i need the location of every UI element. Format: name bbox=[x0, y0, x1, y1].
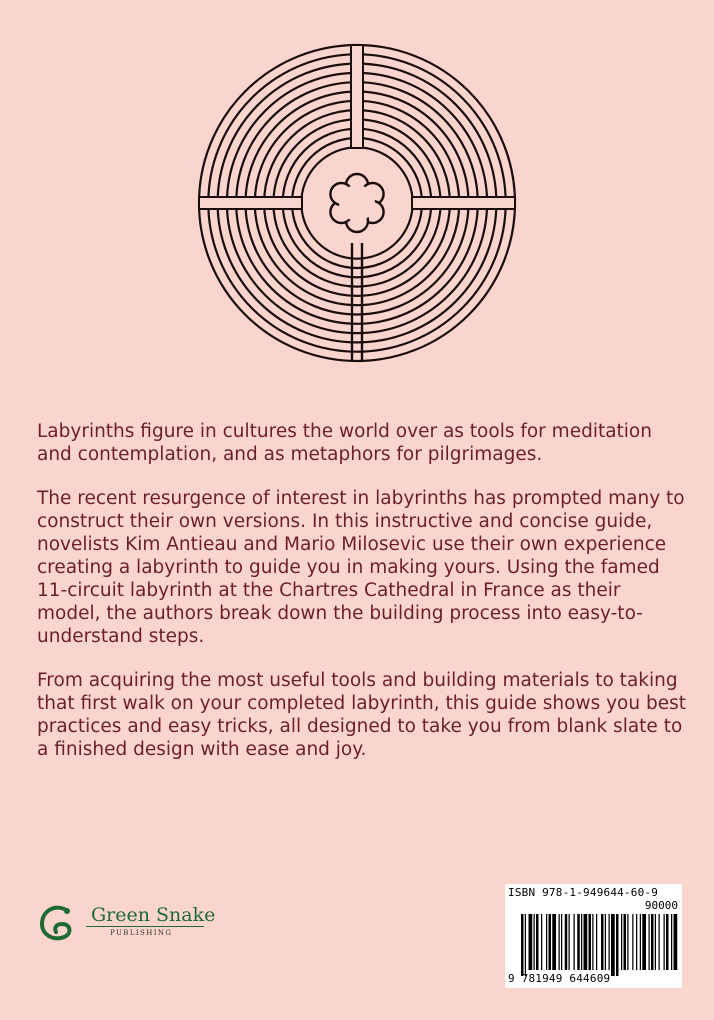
barcode-bar bbox=[664, 914, 665, 970]
barcode-bar bbox=[525, 914, 526, 976]
barcode-bar bbox=[546, 914, 547, 970]
barcode-bar bbox=[561, 914, 562, 970]
barcode-bar bbox=[649, 914, 650, 970]
barcode-bar bbox=[616, 914, 619, 976]
barcode-bar bbox=[655, 914, 656, 970]
rosette-center bbox=[339, 185, 375, 221]
labyrinth-turn bbox=[199, 197, 302, 209]
barcode-bar bbox=[584, 914, 588, 970]
labyrinth-turn bbox=[351, 45, 363, 148]
barcode-bar bbox=[636, 914, 637, 970]
barcode-bar bbox=[541, 914, 542, 970]
barcode-bar bbox=[596, 914, 597, 970]
barcode-bar bbox=[632, 914, 633, 970]
barcode-bar bbox=[565, 914, 568, 970]
publisher-name: Green Snake bbox=[91, 904, 216, 926]
description-paragraph-3: From acquiring the most useful tools and building materials to taking that first walk on your completed labyrinth, this guide shows you best practices and easy tricks, all designed to take you from blank slate to a finished design with ease and joy. bbox=[37, 670, 686, 760]
barcode-bar bbox=[671, 914, 672, 970]
green-snake-logo-icon bbox=[36, 900, 80, 944]
publisher-rule bbox=[86, 926, 204, 927]
labyrinth-center-rosette bbox=[330, 174, 383, 232]
barcode-bar bbox=[569, 914, 570, 970]
barcode-bar bbox=[666, 914, 669, 970]
barcode-bar bbox=[581, 914, 582, 970]
isbn-barcode bbox=[505, 884, 682, 988]
barcode-bar bbox=[536, 914, 539, 970]
description-paragraph-2: The recent resurgence of interest in labyrinths has prompted many to construct their own versions. In this instructive and concise guide, novelists Kim Antieau and Mario Milosevic use their own experience creating a labyrinth to guide you in making yours. Using the famed 11-circuit labyrinth at the Chartres Cathedral in France as their model, the authors break down the building process into easy-to-understand steps. bbox=[37, 488, 685, 647]
labyrinth-turn bbox=[412, 197, 515, 209]
barcode-bar bbox=[674, 914, 678, 970]
barcode-bar bbox=[624, 914, 627, 970]
barcode-bar bbox=[640, 914, 641, 970]
barcode-bar bbox=[549, 914, 552, 970]
back-cover-description bbox=[37, 420, 687, 782]
ean-digits: 9 781949 644609 bbox=[508, 972, 611, 985]
barcode-bar bbox=[534, 914, 535, 970]
barcode-bar bbox=[605, 914, 606, 970]
barcode-bar bbox=[521, 914, 524, 976]
barcode-bar bbox=[589, 914, 592, 970]
barcode-bar bbox=[659, 914, 660, 970]
barcode-bar bbox=[611, 914, 615, 976]
publisher-logo bbox=[36, 900, 236, 944]
barcode-bar bbox=[609, 914, 610, 970]
barcode-bar bbox=[601, 914, 604, 970]
barcode-bar bbox=[529, 914, 533, 970]
publisher-tagline: PUBLISHING bbox=[110, 929, 173, 937]
barcode-bar bbox=[592, 914, 593, 970]
description-paragraph-1: Labyrinths figure in cultures the world over as tools for meditation and contemplation, and as metaphors for pilgrimages. bbox=[37, 421, 652, 465]
price-code: 90000 bbox=[644, 899, 678, 912]
barcode-bar bbox=[574, 914, 575, 970]
barcode-bar bbox=[621, 914, 622, 970]
barcode-bar bbox=[642, 914, 646, 970]
barcode-bar bbox=[552, 914, 556, 970]
barcode-bar bbox=[559, 914, 560, 970]
barcode-bar bbox=[577, 914, 580, 970]
isbn-label: ISBN 978-1-949644-60-9 bbox=[508, 886, 659, 899]
barcode-bar bbox=[651, 914, 654, 970]
labyrinth-illustration bbox=[197, 43, 517, 363]
barcode-bar bbox=[627, 914, 628, 970]
